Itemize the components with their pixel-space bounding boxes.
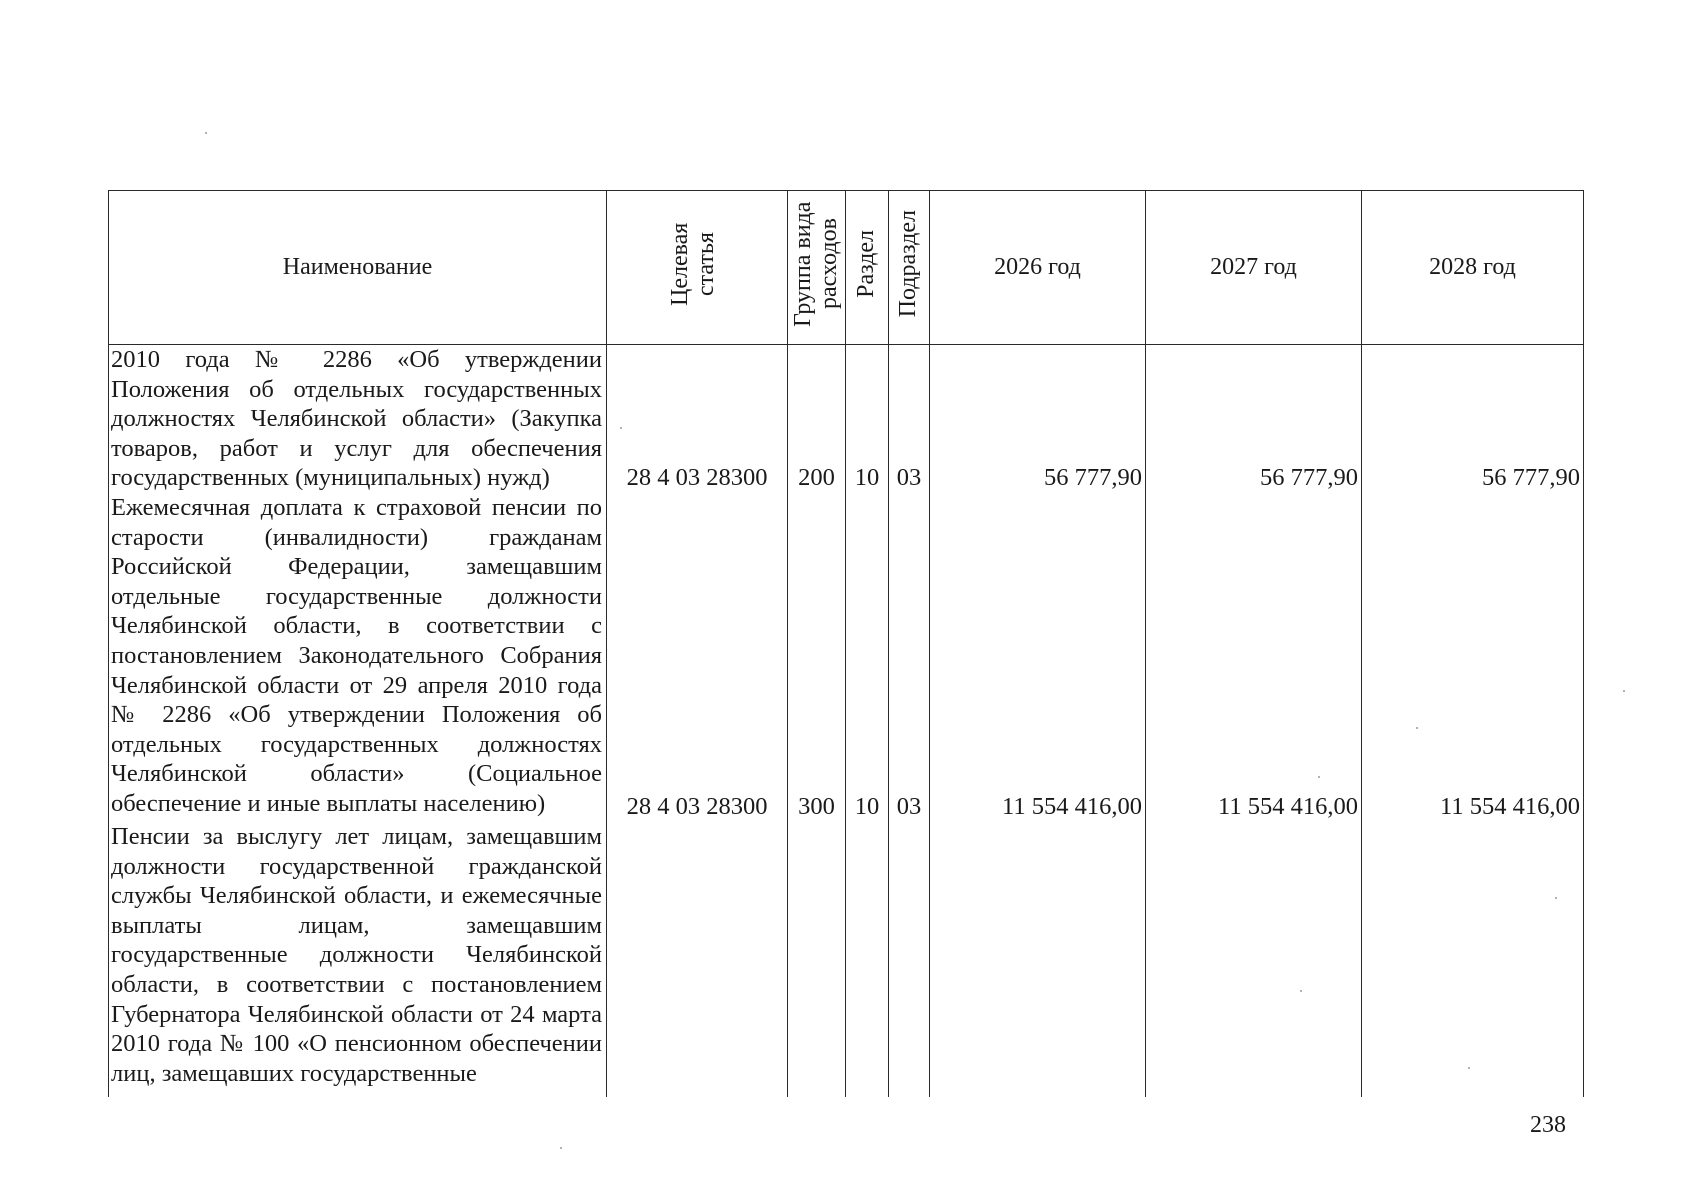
header-subsection-label: Подраздел (895, 210, 922, 318)
row-amount-2026: 56 777,90 (1044, 464, 1142, 491)
header-target-article-label: Целевая статья (667, 222, 719, 306)
header-year-2027: 2027 год (1146, 191, 1362, 345)
row-target-article: 28 4 03 28300 (626, 793, 768, 820)
year-2028-cell (1362, 345, 1584, 1098)
row-amount-2027: 56 777,90 (1260, 464, 1358, 491)
page-number: 238 (1530, 1112, 1566, 1138)
scan-speck (560, 1147, 562, 1149)
expense-group-cell (788, 345, 846, 1098)
row-section: 10 (854, 793, 880, 820)
row-amount-2026: 11 554 416,00 (1002, 793, 1142, 820)
header-target-article (607, 191, 788, 345)
row-target-article: 28 4 03 28300 (626, 464, 768, 491)
subsection-cell (889, 345, 930, 1098)
row-subsection: 03 (896, 793, 922, 820)
target-article-cell (607, 345, 788, 1098)
year-2027-cell (1146, 345, 1362, 1098)
scan-speck (205, 132, 207, 134)
header-year-2026: 2026 год (930, 191, 1146, 345)
header-section (846, 191, 889, 345)
row-section: 10 (854, 464, 880, 491)
table-body-row (109, 345, 1584, 1098)
row-name: 2010 года № 2286 «Об утверждении Положения об отдельных государственных должностях Челябинской области» (Закупка товаров, работ и услуг для обеспечения государственных (муниципальных) нужд) (111, 346, 602, 492)
table-header-row (109, 191, 1584, 345)
header-section-label: Раздел (853, 230, 880, 298)
header-expense-group (788, 191, 846, 345)
scan-speck (1623, 690, 1625, 692)
header-expense-group-label: Группа вида расходов (789, 201, 842, 327)
row-expense-group: 200 (798, 464, 835, 491)
row-subsection: 03 (896, 464, 922, 491)
header-year-2028: 2028 год (1362, 191, 1584, 345)
row-amount-2028: 11 554 416,00 (1440, 793, 1580, 820)
row-expense-group: 300 (798, 793, 835, 820)
section-cell (846, 345, 889, 1098)
year-2026-cell (930, 345, 1146, 1098)
row-amount-2028: 56 777,90 (1482, 464, 1580, 491)
row-name: Ежемесячная доплата к страховой пенсии по старости (инвалидности) гражданам Российской Федерации, замещавшим отдельные государственные должности Челябинской области, в соответствии с постановлением Законодательного Собрания Челябинской области от 29 апреля 2010 года № 2286 «Об утверждении Положения об отдельных государственных должностях Челябинской области» (Социальное обеспечение и иные выплаты населению) (111, 494, 602, 817)
header-name: Наименование (109, 191, 607, 345)
row-amount-2027: 11 554 416,00 (1218, 793, 1358, 820)
budget-table (108, 190, 1584, 1097)
name-cell (109, 345, 607, 1098)
header-subsection (889, 191, 930, 345)
row-name: Пенсии за выслугу лет лицам, замещавшим должности государственной гражданской службы Челябинской области, и ежемесячные выплаты лицам, замещавшим государственные должности Челябинской области, в соответствии с постановлением Губернатора Челябинской области от 24 марта 2010 года № 100 «О пенсионном обеспечении лиц, замещавших государственные (111, 823, 602, 1087)
